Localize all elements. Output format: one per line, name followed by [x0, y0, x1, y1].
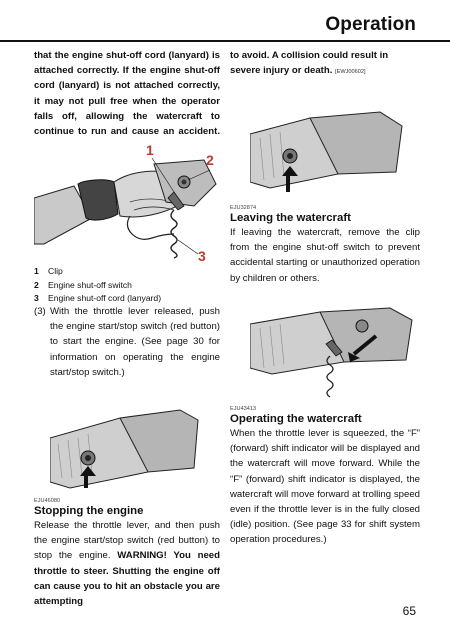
legend-label: Engine shut-off cord (lanyard) — [48, 293, 162, 304]
leaving-text: If leaving the watercraft, remove the clip from the engine shut-off switch to prevent accidental starting or unauthorized operation by children or others. — [230, 227, 420, 284]
operating-text: When the throttle lever is squeezed, the “F” (forward) shift indicator will be displayed and the watercraft will move forward. While the “F” (forward) shift indicator is displayed, the watercraft will move forward at trolling speed even if the throttle lever is in the fully closed (idle) position. (See page 33 for shift system operation procedures.) — [230, 428, 420, 546]
right-warning-text: to avoid. A collision could result in severe injury or death. — [230, 50, 389, 77]
switch-top-illustration — [250, 104, 410, 194]
stop-switch-illustration — [50, 398, 210, 494]
step-text: With the throttle lever released, push the engine start/stop switch (red button) to start the engine. (See page 30 for information on operating the engine start/stop switch.) — [50, 306, 220, 378]
clip-removal-illustration — [250, 300, 420, 404]
legend-item — [34, 265, 220, 279]
figure1-legend — [34, 265, 220, 306]
right-warning-paragraph — [230, 48, 420, 80]
stopping-text: Release the throttle lever, and then push the engine start/stop switch (red button) to stop the engine. — [34, 520, 220, 562]
header-rule — [0, 40, 450, 42]
right-warning-block — [230, 48, 420, 80]
left-warning-text: that the engine shut-off cord (lanyard) is attached correctly. If the engine shut-off cord (lanyard) is not attached correctly, it may not pull free when the operator falls off, allowing the watercraft to continue to run and cause an accident. — [34, 50, 220, 138]
operating-section — [230, 406, 420, 548]
legend-num: 1 — [34, 266, 39, 276]
stopping-section — [34, 498, 220, 609]
stopping-paragraph — [34, 518, 220, 609]
section-title-stopping: Stopping the engine — [34, 505, 144, 517]
page-header-title: Operation — [325, 14, 416, 35]
figure-switch-right-top — [250, 104, 410, 194]
section-title-operating: Operating the watercraft — [230, 413, 362, 425]
figure-lanyard-illustration — [34, 140, 220, 264]
figure1-callout-2: 2 — [206, 152, 214, 168]
figure-stop-switch — [50, 398, 210, 494]
stopping-warning: WARNING! You need throttle to steer. Shutting the engine off can cause you to hit an obstacle you are attempting — [34, 550, 220, 608]
figure1-callout-1: 1 — [146, 142, 154, 158]
figure-clip-removal — [250, 300, 420, 404]
right-warning-code: [EWJ00602] — [335, 69, 366, 76]
section-code: EJU46080 — [34, 498, 61, 504]
section-title-leaving: Leaving the watercraft — [230, 212, 351, 224]
legend-num: 3 — [34, 293, 39, 304]
step-number: (3) — [34, 306, 46, 317]
legend-label: Engine shut-off switch — [48, 279, 132, 290]
legend-label: Clip — [48, 266, 63, 276]
section-code: EJU43413 — [230, 406, 257, 412]
section-code: EJU32874 — [230, 205, 257, 211]
page-number: 65 — [402, 604, 416, 618]
step-3-block — [34, 304, 220, 380]
figure1-callout-3: 3 — [198, 248, 206, 264]
leaving-section — [230, 205, 420, 286]
lanyard-illustration — [34, 140, 220, 264]
legend-item — [34, 279, 220, 293]
legend-num: 2 — [34, 279, 39, 290]
